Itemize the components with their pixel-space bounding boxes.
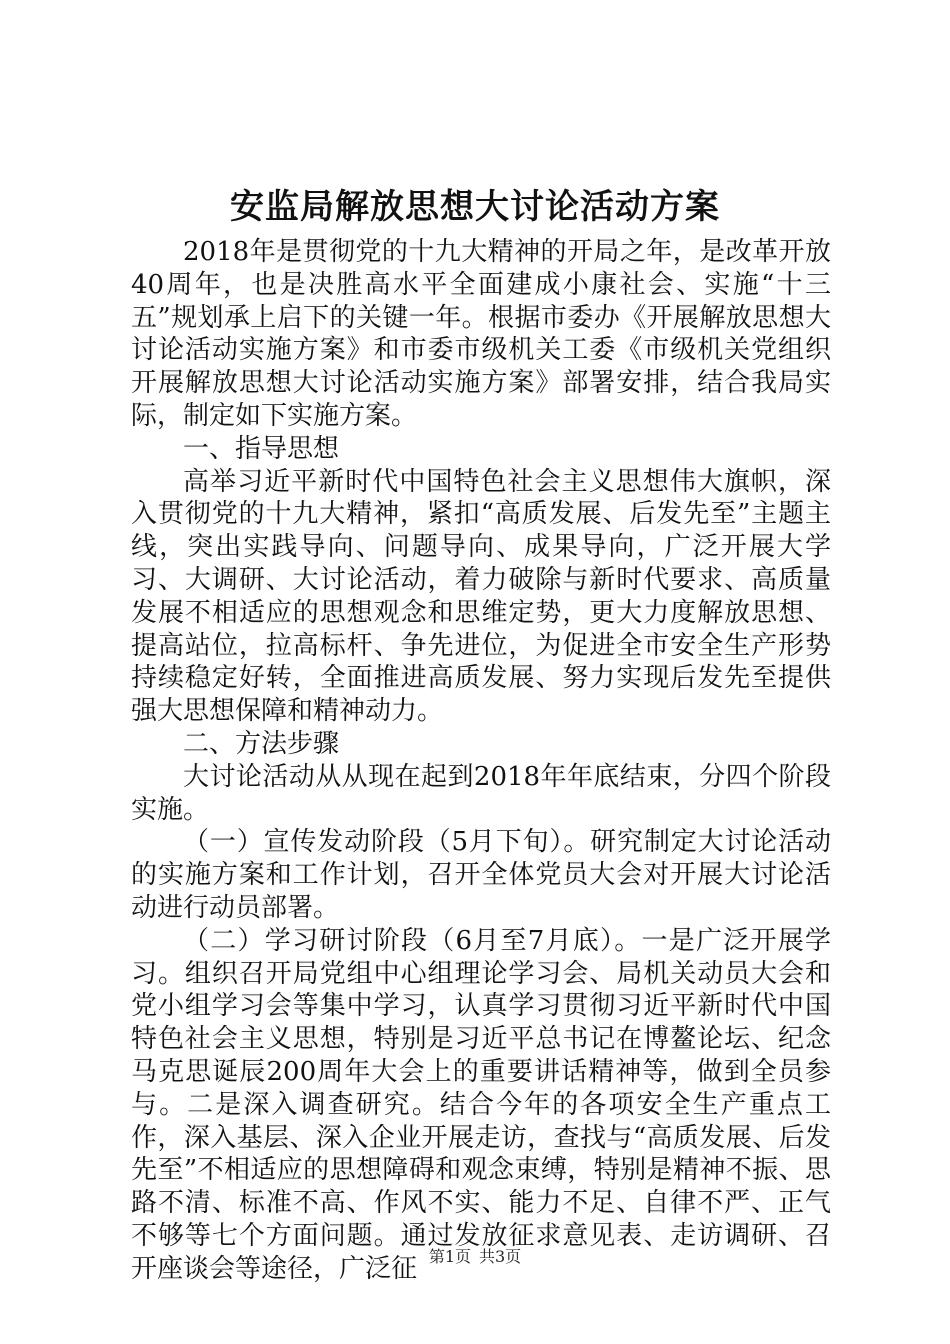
stage-one-paragraph: （一）宣传发动阶段（5月下旬）。研究制定大讨论活动的实施方案和工作计划，召开全体党员大会对开展大讨论活动进行动员部署。 xyxy=(131,827,831,923)
document-body xyxy=(131,236,831,1286)
page-number: 第1页 xyxy=(428,1247,471,1266)
section-heading-guiding-thought: 一、指导思想 xyxy=(183,433,340,464)
stage-two-paragraph: （二）学习研讨阶段（6月至7月底）。一是广泛开展学习。组织召开局党组中心组理论学习会、局机关动员大会和党小组学习会等集中学习，认真学习贯彻习近平新时代中国特色社会主义思想，特别是习近平总书记在博鳌论坛、纪念马克思诞辰200周年大会上的重要讲话精神等，做到全员参与。二是深入调查研究。结合今年的各项安全生产重点工作，深入基层、深入企业开展走访，查找与“高质发展、后发先至”不相适应的思想障碍和观念束缚，特别是精神不振、思路不清、标准不高、作风不实、能力不足、自律不严、正气不够等七个方面问题。通过发放征求意见表、走访调研、召开座谈会等途径，广泛征 xyxy=(131,925,831,1284)
intro-paragraph: 2018年是贯彻党的十九大精神的开局之年，是改革开放40周年，也是决胜高水平全面建成小康社会、实施“十三五”规划承上启下的关键一年。根据市委办《开展解放思想大讨论活动实施方案》和市委市级机关工委《市级机关党组织开展解放思想大讨论活动实施方案》部署安排，结合我局实际，制定如下实施方案。 xyxy=(131,237,831,431)
page-footer xyxy=(0,1245,950,1269)
section-heading-method-steps: 二、方法步骤 xyxy=(183,728,340,759)
guiding-thought-paragraph: 高举习近平新时代中国特色社会主义思想伟大旗帜，深入贯彻党的十九大精神，紧扣“高质发展、后发先至”主题主线，突出实践导向、问题导向、成果导向，广泛开展大学习、大调研、大讨论活动，着力破除与新时代要求、高质量发展不相适应的思想观念和思维定势，更大力度解放思想、提高站位，拉高标杆、争先进位，为促进全市安全生产形势持续稳定好转，全面推进高质发展、努力实现后发先至提供强大思想保障和精神动力。 xyxy=(131,466,831,727)
method-steps-paragraph: 大讨论活动从从现在起到2018年年底结束，分四个阶段实施。 xyxy=(131,761,831,825)
document-title: 安监局解放思想大讨论活动方案 xyxy=(230,187,720,227)
page-total: 共3页 xyxy=(479,1247,522,1266)
